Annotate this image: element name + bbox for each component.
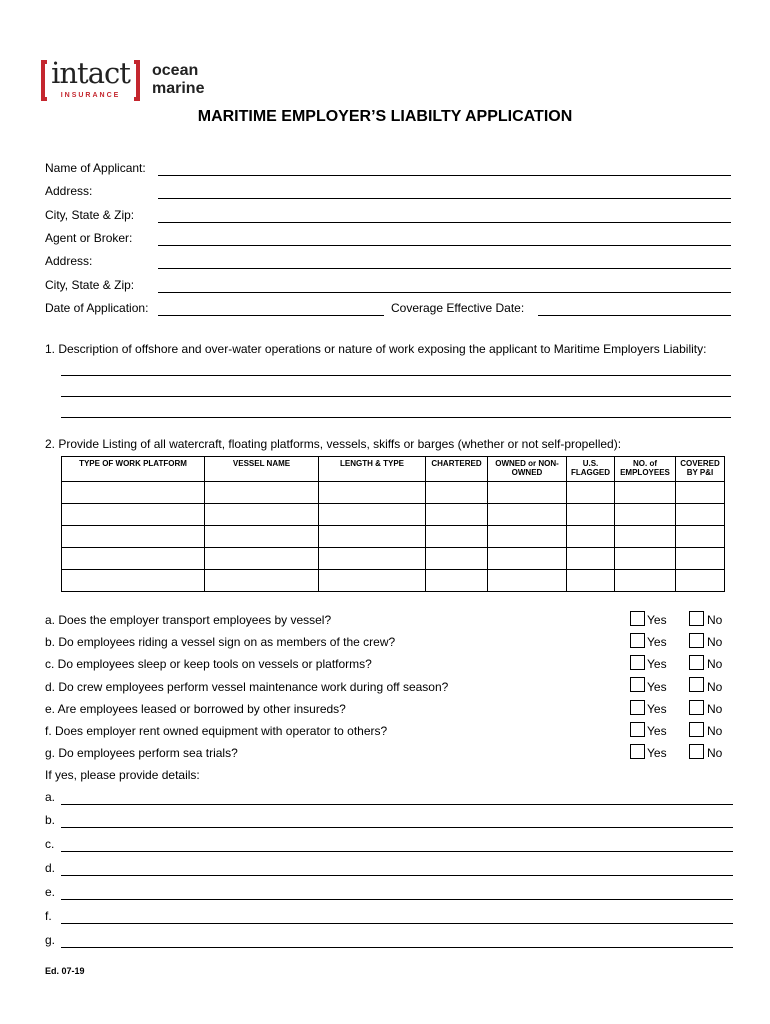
no-label: No xyxy=(707,613,723,627)
yes-checkbox-g[interactable] xyxy=(630,744,645,759)
address-field[interactable] xyxy=(158,198,731,199)
no-checkbox-c[interactable] xyxy=(689,655,704,670)
city-state-zip-field[interactable] xyxy=(158,222,731,223)
agent-address-field[interactable] xyxy=(158,268,731,269)
table-cell[interactable] xyxy=(205,482,319,504)
detail-line-b[interactable] xyxy=(61,827,733,828)
yes-checkbox-b[interactable] xyxy=(630,633,645,648)
table-cell[interactable] xyxy=(319,526,426,548)
yes-label: Yes xyxy=(647,635,667,649)
table-cell[interactable] xyxy=(488,504,567,526)
table-row xyxy=(62,548,725,570)
city-state-zip-label: City, State & Zip: xyxy=(45,208,135,222)
agent-address-label: Address: xyxy=(45,254,93,268)
detail-line-g[interactable] xyxy=(61,947,733,948)
edition-label: Ed. 07-19 xyxy=(45,966,85,976)
agent-broker-field[interactable] xyxy=(158,245,731,246)
logo-subtitle: INSURANCE xyxy=(60,92,121,99)
table-cell[interactable] xyxy=(205,548,319,570)
table-cell[interactable] xyxy=(567,570,615,592)
col-vessel-name: VESSEL NAME xyxy=(205,457,319,482)
no-label: No xyxy=(707,635,723,649)
table-cell[interactable] xyxy=(488,526,567,548)
table-cell[interactable] xyxy=(426,482,488,504)
no-label: No xyxy=(707,724,723,738)
ocean-marine-logo xyxy=(152,62,204,98)
table-cell[interactable] xyxy=(426,526,488,548)
description-line-1[interactable] xyxy=(61,375,731,376)
intact-logo xyxy=(41,56,140,101)
yes-label: Yes xyxy=(647,746,667,760)
question-g: g. Do employees perform sea trials? xyxy=(45,746,238,760)
table-row xyxy=(62,570,725,592)
details-label: If yes, please provide details: xyxy=(45,768,200,782)
no-label: No xyxy=(707,746,723,760)
detail-line-a[interactable] xyxy=(61,804,733,805)
logo-right-bracket xyxy=(134,60,140,101)
detail-letter-f: f. xyxy=(45,909,52,923)
detail-letter-d: d. xyxy=(45,861,56,875)
col-owned-non-owned: OWNED or NON-OWNED xyxy=(488,457,567,482)
table-cell[interactable] xyxy=(615,526,676,548)
applicant-name-label: Name of Applicant: xyxy=(45,161,146,175)
detail-line-f[interactable] xyxy=(61,923,733,924)
detail-letter-b: b. xyxy=(45,813,56,827)
table-cell[interactable] xyxy=(205,526,319,548)
table-cell[interactable] xyxy=(426,504,488,526)
logo-left-bracket xyxy=(41,60,47,101)
table-row xyxy=(62,526,725,548)
table-cell[interactable] xyxy=(319,570,426,592)
coverage-effective-date-field[interactable] xyxy=(538,315,731,316)
agent-city-state-zip-label: City, State & Zip: xyxy=(45,278,135,292)
agent-broker-label: Agent or Broker: xyxy=(45,231,133,245)
table-cell[interactable] xyxy=(676,526,725,548)
table-header-row xyxy=(62,457,725,482)
col-length-type: LENGTH & TYPE xyxy=(319,457,426,482)
detail-line-c[interactable] xyxy=(61,851,733,852)
yes-checkbox-e[interactable] xyxy=(630,700,645,715)
detail-letter-a: a. xyxy=(45,790,56,804)
col-no-of-employees: NO. of EMPLOYEES xyxy=(615,457,676,482)
table-cell[interactable] xyxy=(676,482,725,504)
col-us-flagged: U.S. FLAGGED xyxy=(567,457,615,482)
table-cell[interactable] xyxy=(676,504,725,526)
yes-label: Yes xyxy=(647,724,667,738)
detail-line-d[interactable] xyxy=(61,875,733,876)
yes-label: Yes xyxy=(647,657,667,671)
table-cell[interactable] xyxy=(62,548,205,570)
question-c: c. Do employees sleep or keep tools on vessels or platforms? xyxy=(45,657,372,671)
table-cell[interactable] xyxy=(426,548,488,570)
question-2: 2. Provide Listing of all watercraft, floating platforms, vessels, skiffs or barges (whether or not self-propelled): xyxy=(45,437,622,451)
table-cell[interactable] xyxy=(205,504,319,526)
logo-line2: marine xyxy=(152,80,205,97)
description-line-3[interactable] xyxy=(61,417,731,418)
question-1: 1. Description of offshore and over-water operations or nature of work exposing the applicant to Maritime Employers Liability: xyxy=(45,342,707,356)
watercraft-table xyxy=(61,456,725,592)
question-f: f. Does employer rent owned equipment with operator to others? xyxy=(45,724,388,738)
table-cell[interactable] xyxy=(567,482,615,504)
no-label: No xyxy=(707,657,723,671)
col-chartered: CHARTERED xyxy=(426,457,488,482)
question-a: a. Does the employer transport employees by vessel? xyxy=(45,613,332,627)
table-cell[interactable] xyxy=(319,482,426,504)
table-cell[interactable] xyxy=(567,526,615,548)
detail-letter-e: e. xyxy=(45,885,56,899)
address-label: Address: xyxy=(45,184,93,198)
table-cell[interactable] xyxy=(615,548,676,570)
detail-letter-c: c. xyxy=(45,837,55,851)
table-cell[interactable] xyxy=(205,570,319,592)
agent-city-state-zip-field[interactable] xyxy=(158,292,731,293)
no-checkbox-e[interactable] xyxy=(689,700,704,715)
yes-checkbox-a[interactable] xyxy=(630,611,645,626)
table-cell[interactable] xyxy=(62,570,205,592)
table-cell[interactable] xyxy=(676,570,725,592)
no-checkbox-a[interactable] xyxy=(689,611,704,626)
logo-line1: ocean xyxy=(152,62,199,79)
table-cell[interactable] xyxy=(615,504,676,526)
table-cell[interactable] xyxy=(615,570,676,592)
table-cell[interactable] xyxy=(676,548,725,570)
table-cell[interactable] xyxy=(62,482,205,504)
table-cell[interactable] xyxy=(567,504,615,526)
yes-label: Yes xyxy=(647,680,667,694)
yes-checkbox-d[interactable] xyxy=(630,677,645,692)
date-of-application-field[interactable] xyxy=(158,315,384,316)
no-checkbox-b[interactable] xyxy=(689,633,704,648)
table-cell[interactable] xyxy=(319,548,426,570)
no-label: No xyxy=(707,680,723,694)
col-covered-by-pi: COVERED BY P&I xyxy=(676,457,725,482)
table-row xyxy=(62,504,725,526)
page-title: MARITIME EMPLOYER’S LIABILTY APPLICATION xyxy=(197,108,573,125)
question-e: e. Are employees leased or borrowed by other insureds? xyxy=(45,702,346,716)
table-cell[interactable] xyxy=(488,570,567,592)
table-cell[interactable] xyxy=(62,526,205,548)
yes-label: Yes xyxy=(647,613,667,627)
no-checkbox-g[interactable] xyxy=(689,744,704,759)
question-b: b. Do employees riding a vessel sign on as members of the crew? xyxy=(45,635,396,649)
date-of-application-label: Date of Application: xyxy=(45,301,149,315)
no-label: No xyxy=(707,702,723,716)
table-cell[interactable] xyxy=(488,548,567,570)
yes-checkbox-c[interactable] xyxy=(630,655,645,670)
no-checkbox-f[interactable] xyxy=(689,722,704,737)
coverage-effective-date-label: Coverage Effective Date: xyxy=(391,301,525,315)
question-d: d. Do crew employees perform vessel maintenance work during off season? xyxy=(45,680,449,694)
col-type-of-work-platform: TYPE OF WORK PLATFORM xyxy=(62,457,205,482)
yes-label: Yes xyxy=(647,702,667,716)
detail-letter-g: g. xyxy=(45,933,56,947)
yes-checkbox-f[interactable] xyxy=(630,722,645,737)
table-cell[interactable] xyxy=(615,482,676,504)
table-row xyxy=(62,482,725,504)
table-cell[interactable] xyxy=(62,504,205,526)
description-line-2[interactable] xyxy=(61,396,731,397)
table-cell[interactable] xyxy=(426,570,488,592)
detail-line-e[interactable] xyxy=(61,899,733,900)
applicant-name-field[interactable] xyxy=(158,175,731,176)
table-cell[interactable] xyxy=(567,548,615,570)
no-checkbox-d[interactable] xyxy=(689,677,704,692)
table-cell[interactable] xyxy=(319,504,426,526)
table-cell[interactable] xyxy=(488,482,567,504)
logo-word: intact xyxy=(51,56,130,90)
